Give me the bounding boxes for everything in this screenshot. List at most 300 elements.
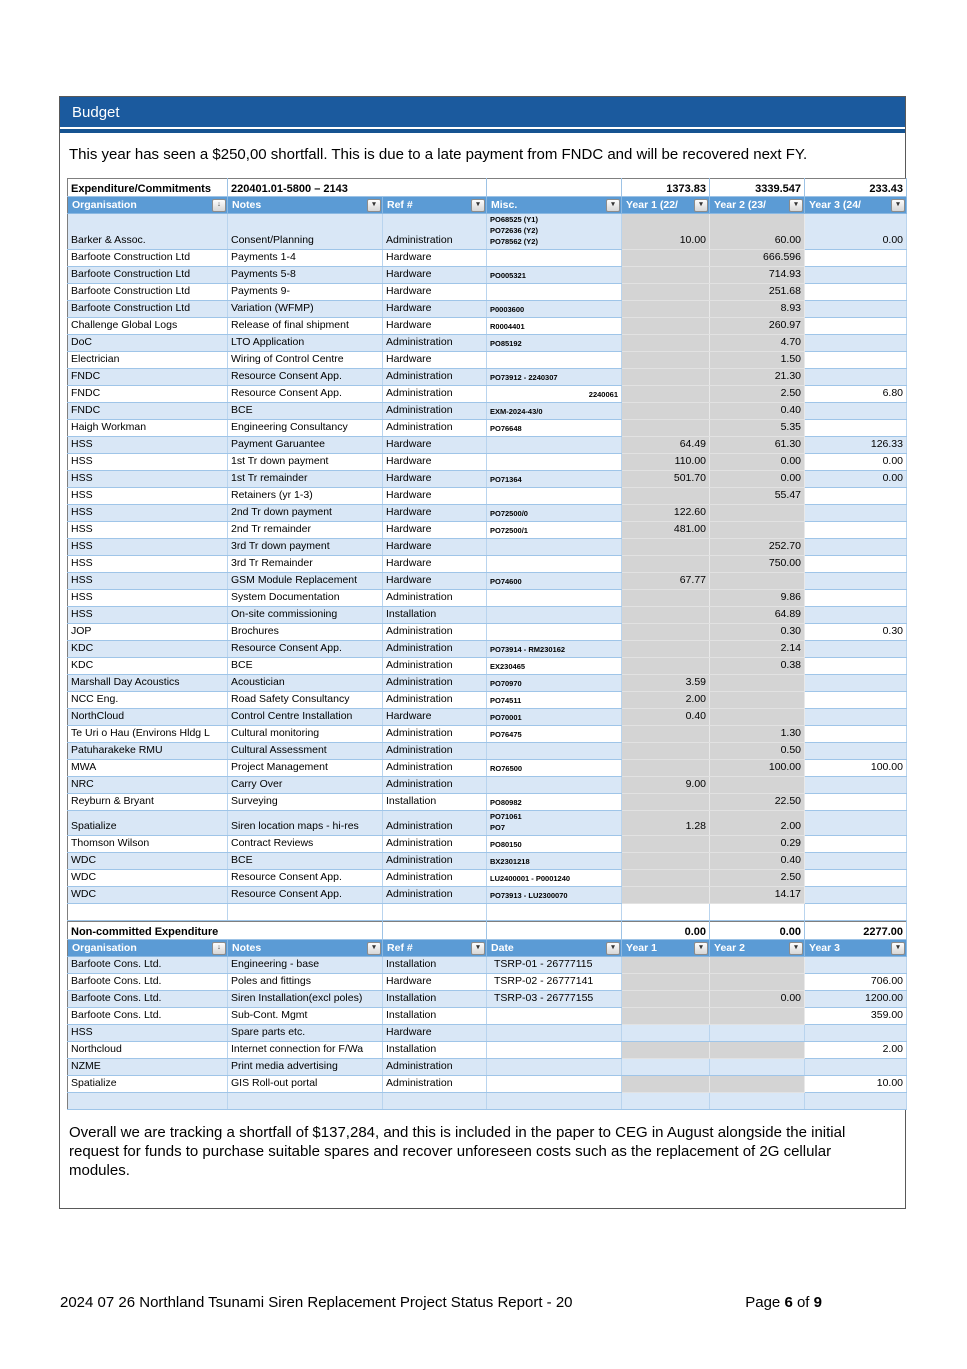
misc-code: PO78562 (Y2) <box>490 237 538 246</box>
misc-code: PO71364 <box>490 475 522 484</box>
filter-dropdown-icon[interactable]: ▾ <box>606 942 620 955</box>
table-row <box>68 607 907 624</box>
filter-dropdown-icon[interactable]: ▾ <box>891 199 905 212</box>
non-committed-total-year1: 0.00 <box>622 922 710 940</box>
table-row <box>68 853 907 870</box>
cell-notes: System Documentation <box>228 590 383 607</box>
cell-notes: GSM Module Replacement <box>228 573 383 590</box>
table-row <box>68 420 907 437</box>
column-header-ref <box>383 940 487 957</box>
cell-year3 <box>805 573 907 590</box>
cell-notes: Wiring of Control Centre <box>228 352 383 369</box>
cell-organisation: HSS <box>68 522 228 539</box>
cell-misc <box>487 760 622 777</box>
cell-organisation: Haigh Workman <box>68 420 228 437</box>
cell-misc <box>487 607 622 624</box>
cell-year2 <box>710 1059 805 1076</box>
table-row <box>68 284 907 301</box>
cell-organisation: Barfoote Construction Ltd <box>68 284 228 301</box>
table-row <box>68 658 907 675</box>
cell-date: TSRP-03 - 26777155 <box>487 991 622 1008</box>
cell-year2: 5.35 <box>710 420 805 437</box>
total-pages: 9 <box>813 1294 822 1311</box>
cell-ref: Administration <box>383 887 487 904</box>
cell-year3 <box>805 777 907 794</box>
misc-code: PO73912 - 2240307 <box>490 373 558 382</box>
cell-date <box>487 1093 622 1110</box>
cell-year3 <box>805 709 907 726</box>
table-row <box>68 318 907 335</box>
filter-dropdown-icon[interactable]: ▾ <box>694 942 708 955</box>
cell-date <box>487 1008 622 1025</box>
table-row <box>68 386 907 403</box>
cell-ref: Administration <box>383 420 487 437</box>
cell-year2 <box>710 1076 805 1093</box>
cell-misc <box>487 505 622 522</box>
cell-ref: Hardware <box>383 573 487 590</box>
table-row <box>68 437 907 454</box>
cell-year1 <box>622 1076 710 1093</box>
cell-organisation: Barfoote Cons. Ltd. <box>68 974 228 991</box>
cell-misc <box>487 420 622 437</box>
filter-dropdown-icon[interactable]: ▾ <box>606 199 620 212</box>
cell-year2: 0.38 <box>710 658 805 675</box>
misc-code: PO68525 (Y1) <box>490 215 538 224</box>
cell-notes: Engineering Consultancy <box>228 420 383 437</box>
section-header-rule <box>60 129 905 133</box>
cell-ref: Hardware <box>383 352 487 369</box>
cell-organisation: Barfoote Cons. Ltd. <box>68 991 228 1008</box>
table-row <box>68 675 907 692</box>
cell-organisation: Challenge Global Logs <box>68 318 228 335</box>
cell-year2: 22.50 <box>710 794 805 811</box>
cell-misc <box>487 726 622 743</box>
cell-organisation: Spatialize <box>68 1076 228 1093</box>
column-header-ref <box>383 197 487 214</box>
cell-misc <box>487 335 622 352</box>
cell-ref: Administration <box>383 811 487 836</box>
cell-misc <box>487 454 622 471</box>
cell-notes: Resource Consent App. <box>228 386 383 403</box>
cell-year2: 260.97 <box>710 318 805 335</box>
table-row <box>68 267 907 284</box>
non-committed-total-row <box>68 922 907 940</box>
cell-year3 <box>805 658 907 675</box>
non-committed-total-year3: 2277.00 <box>805 922 907 940</box>
cell-year2: 0.40 <box>710 403 805 420</box>
cell-organisation: FNDC <box>68 369 228 386</box>
cell-organisation: KDC <box>68 658 228 675</box>
cell-notes: Release of final shipment <box>228 318 383 335</box>
intro-paragraph: This year has seen a $250,00 shortfall. This is due to a late payment from FNDC and will be recovered next FY. <box>69 146 808 163</box>
cell-year1 <box>622 556 710 573</box>
cell-year3 <box>805 488 907 505</box>
cell-ref: Administration <box>383 1076 487 1093</box>
cell-year1 <box>622 1008 710 1025</box>
table-row <box>68 335 907 352</box>
section-title: Budget <box>72 103 120 121</box>
cell-year2 <box>710 957 805 974</box>
cell-year3: 1200.00 <box>805 991 907 1008</box>
misc-code: PO80982 <box>490 798 522 807</box>
cell-misc <box>487 743 622 760</box>
cell-misc <box>487 870 622 887</box>
cell-ref: Administration <box>383 214 487 250</box>
cell-year2: 714.93 <box>710 267 805 284</box>
empty-cell <box>383 922 487 940</box>
filter-dropdown-icon[interactable]: ▾ <box>789 942 803 955</box>
cell-year3 <box>805 641 907 658</box>
column-header-label: Year 1 (22/ <box>626 199 678 211</box>
cell-year3 <box>805 957 907 974</box>
cell-notes: BCE <box>228 658 383 675</box>
cell-misc <box>487 904 622 921</box>
cell-year1 <box>622 369 710 386</box>
table-row <box>68 1042 907 1059</box>
cell-ref: Hardware <box>383 974 487 991</box>
cell-organisation: FNDC <box>68 403 228 420</box>
table-row <box>68 301 907 318</box>
cell-year2 <box>710 1008 805 1025</box>
cell-organisation: FNDC <box>68 386 228 403</box>
cell-notes: Brochures <box>228 624 383 641</box>
cell-notes: On-site commissioning <box>228 607 383 624</box>
cell-year3 <box>805 726 907 743</box>
cell-year3 <box>805 556 907 573</box>
cell-year1 <box>622 386 710 403</box>
cell-year1 <box>622 853 710 870</box>
cell-ref: Administration <box>383 403 487 420</box>
column-header-label: Year 3 (24/ <box>809 199 861 211</box>
column-header-notes <box>228 197 383 214</box>
page-word: Page <box>745 1294 781 1311</box>
cell-year1 <box>622 607 710 624</box>
cell-year2 <box>710 974 805 991</box>
table-row <box>68 1059 907 1076</box>
cell-ref: Hardware <box>383 539 487 556</box>
cell-year3 <box>805 301 907 318</box>
misc-code: PO71061 <box>490 812 522 821</box>
empty-cell <box>487 179 622 197</box>
cell-organisation: JOP <box>68 624 228 641</box>
cell-year2 <box>710 1042 805 1059</box>
cell-ref: Administration <box>383 853 487 870</box>
cell-notes <box>228 904 383 921</box>
cell-misc <box>487 836 622 853</box>
cell-year3 <box>805 539 907 556</box>
page-number: 6 <box>784 1294 793 1311</box>
cell-year3 <box>805 853 907 870</box>
non-committed-total-year2: 0.00 <box>710 922 805 940</box>
cell-year3 <box>805 904 907 921</box>
table-row <box>68 556 907 573</box>
column-header-misc <box>487 197 622 214</box>
cell-notes: Payments 9- <box>228 284 383 301</box>
cell-organisation: Marshall Day Acoustics <box>68 675 228 692</box>
cell-organisation: NRC <box>68 777 228 794</box>
cell-year2: 0.30 <box>710 624 805 641</box>
cell-ref: Hardware <box>383 505 487 522</box>
filter-dropdown-icon[interactable]: ▾ <box>471 199 485 212</box>
cell-year1: 9.00 <box>622 777 710 794</box>
misc-code: PO80150 <box>490 840 522 849</box>
cell-ref: Administration <box>383 369 487 386</box>
misc-code: PO76648 <box>490 424 522 433</box>
cell-year1: 110.00 <box>622 454 710 471</box>
column-header-label: Notes <box>232 942 262 954</box>
cell-year3 <box>805 250 907 267</box>
cell-year3 <box>805 675 907 692</box>
cell-ref: Administration <box>383 777 487 794</box>
cell-organisation: Barfoote Construction Ltd <box>68 267 228 284</box>
cell-notes: Cultural Assessment <box>228 743 383 760</box>
cell-year3 <box>805 590 907 607</box>
cell-organisation: HSS <box>68 488 228 505</box>
cell-year1 <box>622 870 710 887</box>
cell-year3 <box>805 505 907 522</box>
column-header-year-2-23 <box>710 197 805 214</box>
filter-dropdown-icon[interactable]: ▾ <box>367 942 381 955</box>
cell-notes: Retainers (yr 1-3) <box>228 488 383 505</box>
column-header-year-2 <box>710 940 805 957</box>
misc-code: PO70001 <box>490 713 522 722</box>
cell-year3 <box>805 692 907 709</box>
filter-dropdown-icon[interactable]: ▾ <box>694 199 708 212</box>
cell-notes: 1st Tr down payment <box>228 454 383 471</box>
table-row <box>68 522 907 539</box>
cell-date: TSRP-01 - 26777115 <box>487 957 622 974</box>
cell-ref: Hardware <box>383 556 487 573</box>
non-committed-total-label: Non-committed Expenditure <box>68 922 383 940</box>
cell-notes: GIS Roll-out portal <box>228 1076 383 1093</box>
sort-filter-icon[interactable]: ↓ <box>212 199 226 212</box>
misc-code: RO76500 <box>490 764 523 773</box>
cell-misc <box>487 641 622 658</box>
cell-ref: Administration <box>383 624 487 641</box>
cell-organisation: Patuharakeke RMU <box>68 743 228 760</box>
cell-year3 <box>805 1025 907 1042</box>
table-row <box>68 214 907 250</box>
filter-dropdown-icon[interactable]: ▾ <box>471 942 485 955</box>
cell-organisation: Barker & Assoc. <box>68 214 228 250</box>
cell-notes: Resource Consent App. <box>228 887 383 904</box>
cell-misc <box>487 522 622 539</box>
cell-year3 <box>805 522 907 539</box>
cell-ref: Administration <box>383 743 487 760</box>
column-header-organisation <box>68 940 228 957</box>
cell-year2: 8.93 <box>710 301 805 318</box>
cell-year1: 501.70 <box>622 471 710 488</box>
page-footer <box>60 1294 907 1311</box>
column-header-year-3-24 <box>805 197 907 214</box>
misc-code: BX2301218 <box>490 857 530 866</box>
cell-year2: 4.70 <box>710 335 805 352</box>
cell-misc <box>487 250 622 267</box>
table-row <box>68 777 907 794</box>
misc-code: PO73913 - LU2300070 <box>490 891 568 900</box>
cell-year2 <box>710 709 805 726</box>
column-header-year-3 <box>805 940 907 957</box>
table-row <box>68 624 907 641</box>
account-code: 220401.01-5800 – 2143 <box>228 179 487 197</box>
cell-year3 <box>805 870 907 887</box>
misc-code: PO72636 (Y2) <box>490 226 538 235</box>
cell-year1 <box>622 403 710 420</box>
sort-filter-icon[interactable]: ↓ <box>212 942 226 955</box>
table-row <box>68 692 907 709</box>
cell-year1: 3.59 <box>622 675 710 692</box>
cell-year1 <box>622 352 710 369</box>
cell-year1 <box>622 335 710 352</box>
table-row <box>68 794 907 811</box>
cell-year2: 0.50 <box>710 743 805 760</box>
cell-date <box>487 1059 622 1076</box>
cell-misc <box>487 709 622 726</box>
cell-year2: 0.00 <box>710 454 805 471</box>
column-header-label: Ref # <box>387 942 413 954</box>
misc-code: PO70970 <box>490 679 522 688</box>
cell-year3 <box>805 607 907 624</box>
cell-year2: 64.89 <box>710 607 805 624</box>
cell-notes: BCE <box>228 403 383 420</box>
cell-organisation: HSS <box>68 539 228 556</box>
misc-code: R0004401 <box>490 322 525 331</box>
cell-year1 <box>622 794 710 811</box>
cell-ref: Hardware <box>383 454 487 471</box>
cell-misc <box>487 214 622 250</box>
column-header-notes <box>228 940 383 957</box>
cell-organisation: KDC <box>68 641 228 658</box>
cell-notes: Consent/Planning <box>228 214 383 250</box>
cell-year2: 252.70 <box>710 539 805 556</box>
cell-organisation: HSS <box>68 590 228 607</box>
cell-year2: 55.47 <box>710 488 805 505</box>
cell-organisation: HSS <box>68 556 228 573</box>
of-word: of <box>796 1294 810 1311</box>
section-header-bar <box>60 97 905 129</box>
cell-notes: Surveying <box>228 794 383 811</box>
cell-ref: Hardware <box>383 267 487 284</box>
cell-year2 <box>710 1093 805 1110</box>
cell-organisation: HSS <box>68 573 228 590</box>
cell-organisation: Barfoote Cons. Ltd. <box>68 957 228 974</box>
cell-year3: 2.00 <box>805 1042 907 1059</box>
table-row <box>68 573 907 590</box>
cell-year3 <box>805 335 907 352</box>
cell-year2: 750.00 <box>710 556 805 573</box>
cell-year3: 0.00 <box>805 214 907 250</box>
table-row <box>68 760 907 777</box>
cell-ref: Hardware <box>383 437 487 454</box>
cell-year3: 0.00 <box>805 471 907 488</box>
misc-code: P0003600 <box>490 305 525 314</box>
cell-notes: Cultural monitoring <box>228 726 383 743</box>
cell-year3: 359.00 <box>805 1008 907 1025</box>
filter-dropdown-icon[interactable]: ▾ <box>367 199 381 212</box>
cell-year2: 14.17 <box>710 887 805 904</box>
cell-misc <box>487 403 622 420</box>
cell-year2 <box>710 573 805 590</box>
cell-ref: Administration <box>383 658 487 675</box>
cell-year2 <box>710 522 805 539</box>
cell-year1 <box>622 1059 710 1076</box>
expenditure-total-year2: 3339.547 <box>710 179 805 197</box>
table-row <box>68 811 907 836</box>
cell-organisation: HSS <box>68 607 228 624</box>
cell-year1 <box>622 957 710 974</box>
table-row <box>68 974 907 991</box>
cell-organisation: Barfoote Construction Ltd <box>68 250 228 267</box>
non-committed-expenditure-table <box>67 921 907 1110</box>
cell-organisation: HSS <box>68 471 228 488</box>
cell-notes: Spare parts etc. <box>228 1025 383 1042</box>
cell-misc <box>487 301 622 318</box>
filter-dropdown-icon[interactable]: ▾ <box>891 942 905 955</box>
cell-notes: Resource Consent App. <box>228 870 383 887</box>
cell-misc <box>487 437 622 454</box>
table-row <box>68 991 907 1008</box>
cell-misc <box>487 624 622 641</box>
cell-misc <box>487 573 622 590</box>
table-row <box>68 403 907 420</box>
cell-notes: Resource Consent App. <box>228 369 383 386</box>
cell-date <box>487 1042 622 1059</box>
cell-year2: 61.30 <box>710 437 805 454</box>
cell-year1 <box>622 658 710 675</box>
cell-misc <box>487 318 622 335</box>
cell-year1 <box>622 760 710 777</box>
cell-misc <box>487 811 622 836</box>
cell-year3 <box>805 284 907 301</box>
budget-section <box>59 96 906 1209</box>
cell-ref: Administration <box>383 836 487 853</box>
table-row <box>68 471 907 488</box>
cell-misc <box>487 369 622 386</box>
cell-notes: Engineering - base <box>228 957 383 974</box>
table-row <box>68 590 907 607</box>
cell-misc <box>487 887 622 904</box>
cell-ref: Hardware <box>383 488 487 505</box>
cell-year2: 2.50 <box>710 386 805 403</box>
cell-notes: Payments 1-4 <box>228 250 383 267</box>
cell-misc <box>487 556 622 573</box>
cell-organisation: Thomson Wilson <box>68 836 228 853</box>
cell-ref: Hardware <box>383 1025 487 1042</box>
filter-dropdown-icon[interactable]: ▾ <box>789 199 803 212</box>
cell-year1 <box>622 488 710 505</box>
cell-year2 <box>710 675 805 692</box>
expenditure-total-row <box>68 179 907 197</box>
cell-organisation: NZME <box>68 1059 228 1076</box>
cell-year3 <box>805 794 907 811</box>
cell-year2 <box>710 692 805 709</box>
cell-date <box>487 1076 622 1093</box>
cell-ref: Administration <box>383 335 487 352</box>
misc-code: PO72500/1 <box>490 526 528 535</box>
column-header-label: Year 2 (23/ <box>714 199 766 211</box>
column-header-label: Year 1 <box>626 942 657 954</box>
empty-cell <box>487 922 622 940</box>
expenditure-commitments-table <box>67 178 907 921</box>
misc-code: PO73914 - RM230162 <box>490 645 566 654</box>
cell-year1: 0.40 <box>622 709 710 726</box>
cell-organisation <box>68 904 228 921</box>
table-row <box>68 887 907 904</box>
expenditure-total-year3: 233.43 <box>805 179 907 197</box>
cell-year2: 0.29 <box>710 836 805 853</box>
cell-year3: 0.00 <box>805 454 907 471</box>
cell-organisation: WDC <box>68 853 228 870</box>
